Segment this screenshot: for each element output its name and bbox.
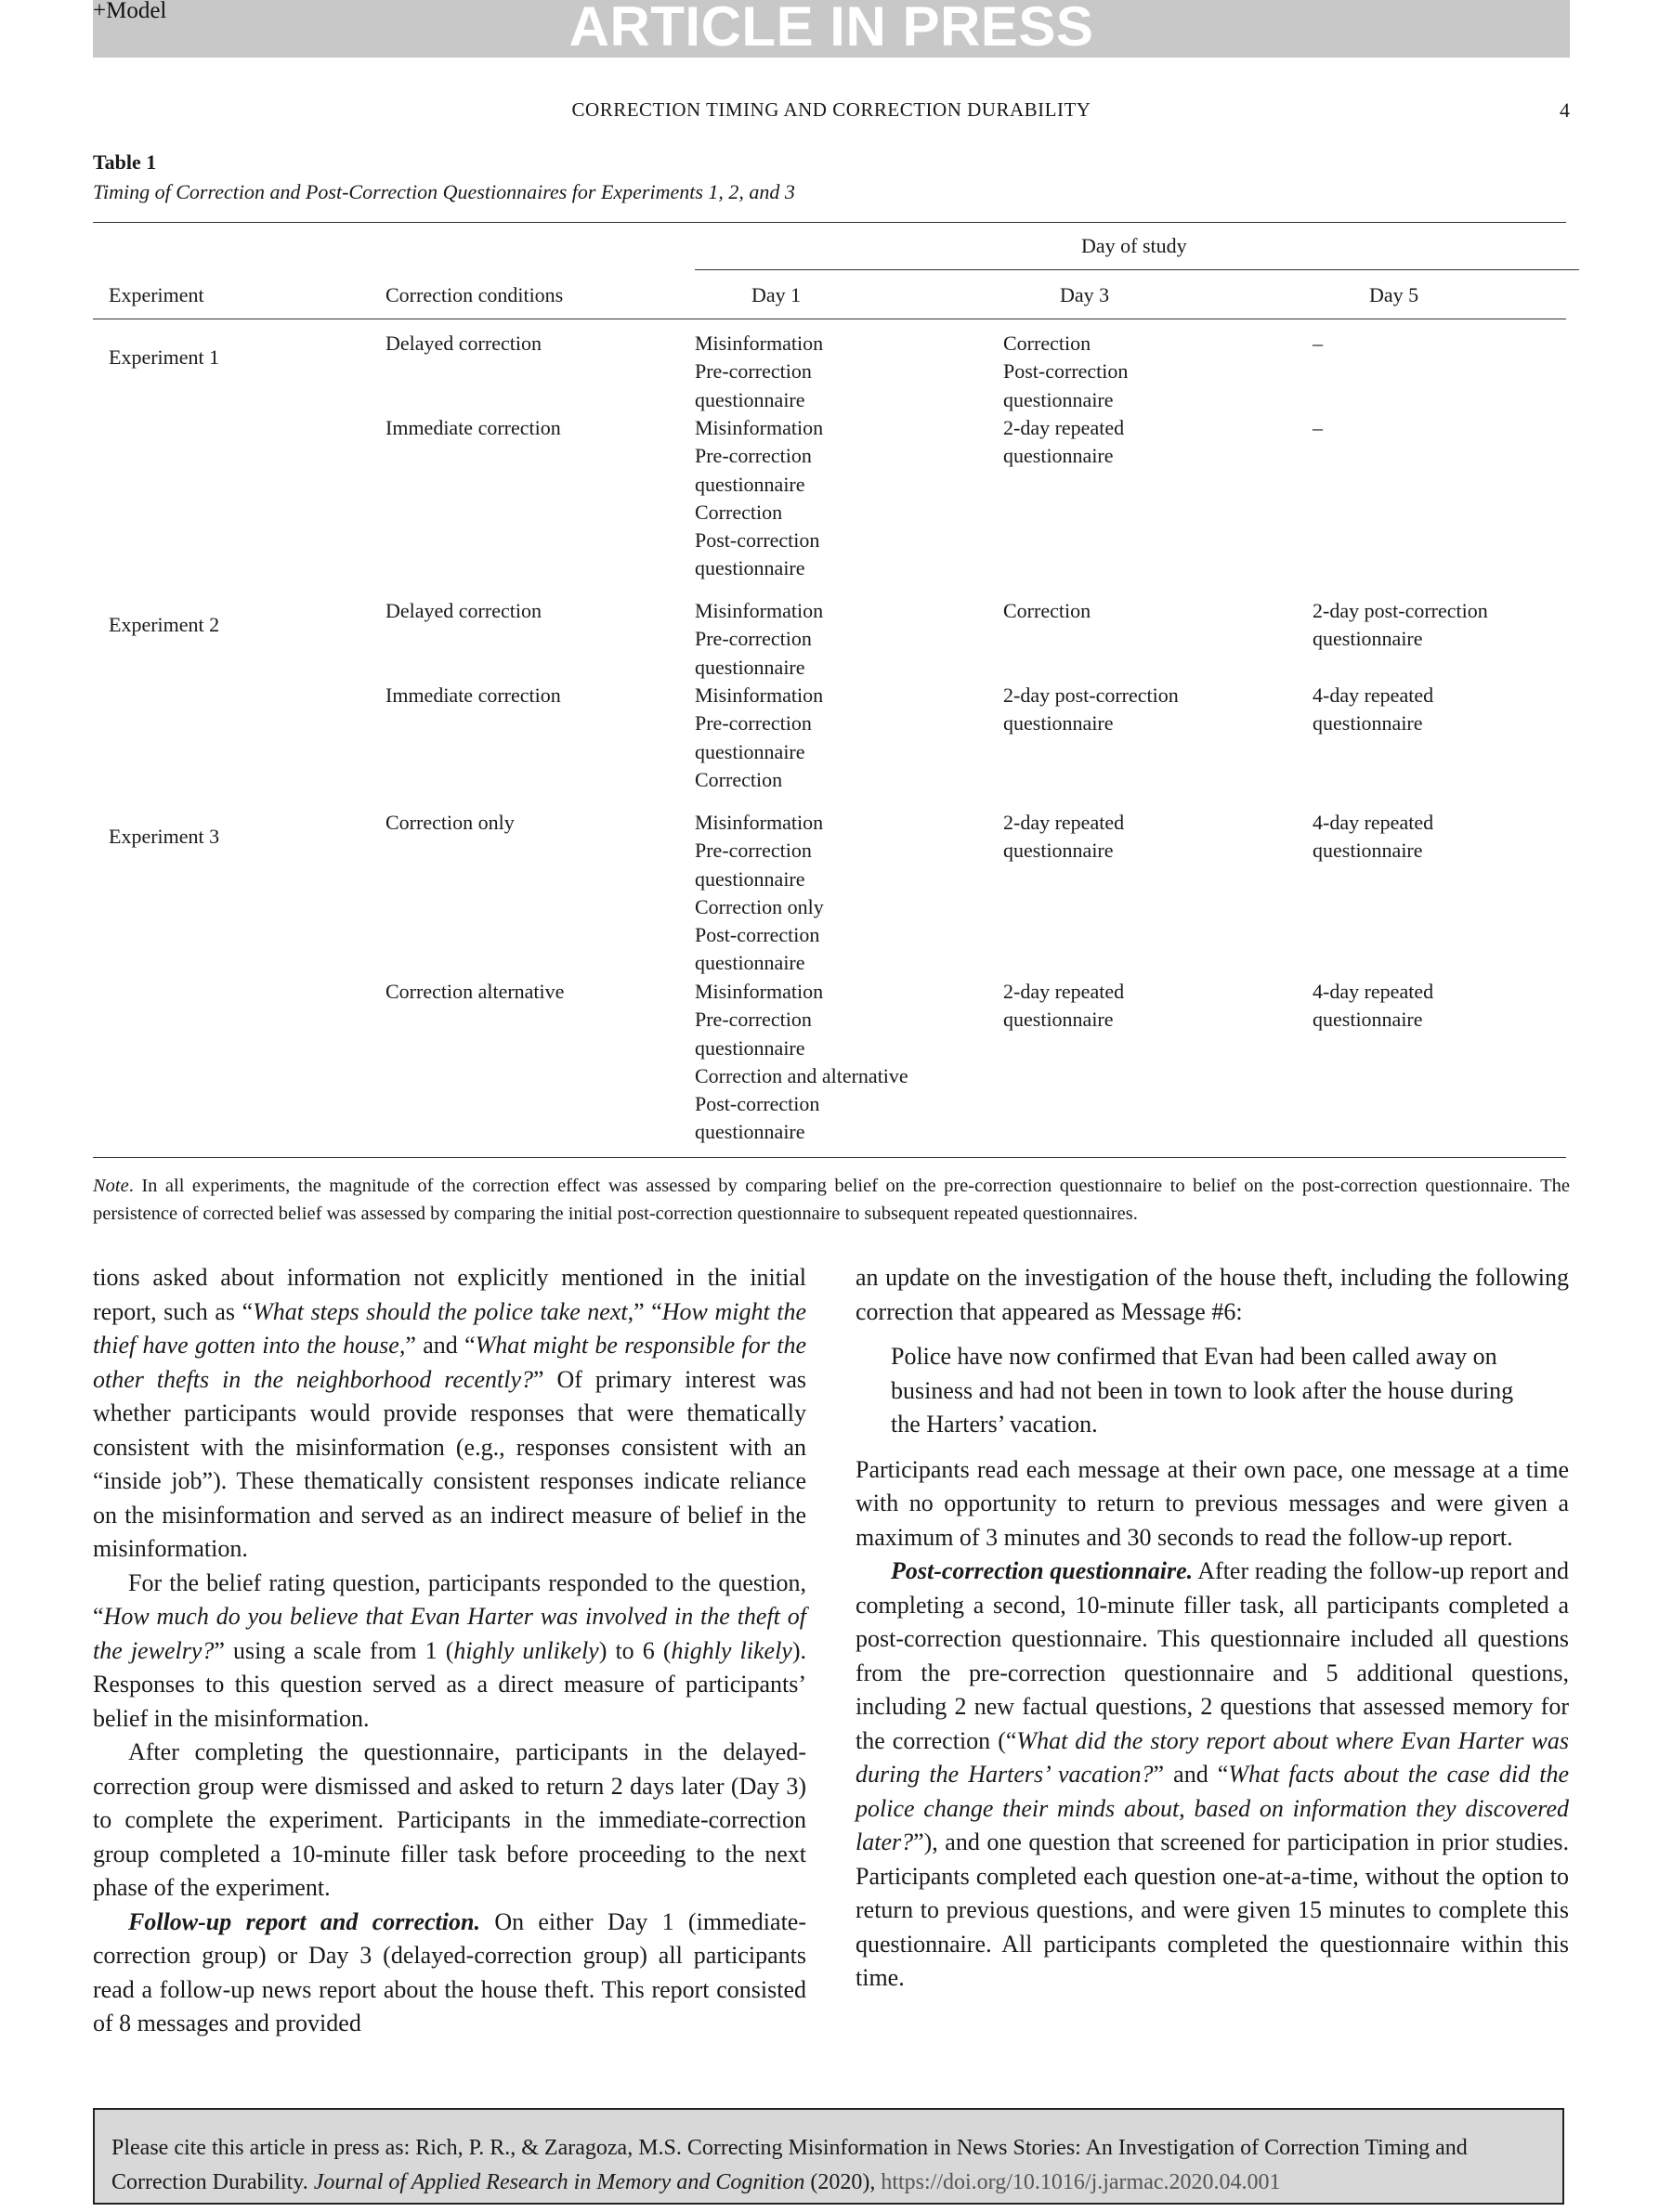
running-head: CORRECTION TIMING AND CORRECTION DURABILITY: [571, 98, 1091, 121]
cell-line: Pre-correction: [695, 1008, 812, 1032]
day5-cell: [1313, 809, 1433, 865]
cell-line: questionnaire: [1313, 1008, 1423, 1032]
experiment-2-label: Experiment 2: [109, 613, 220, 636]
cell-line: 4-day repeated: [1313, 811, 1434, 834]
cell-line: Post-correction: [695, 528, 820, 553]
block-quote: Police have now confirmed that Evan had been called away on business and had not been in town to look after the house during the Harters’ vacation.: [891, 1343, 1514, 1438]
day1-cell: [695, 597, 823, 682]
spanner-rule: [695, 269, 1579, 270]
cell-line: 2-day post-correction: [1003, 683, 1179, 707]
cell-line: questionnaire: [1313, 711, 1423, 735]
cell-line: Correction: [1003, 332, 1091, 355]
cell-line: Pre-correction: [695, 839, 812, 863]
cell-line: questionnaire: [1003, 711, 1114, 735]
cell-line: Pre-correction: [695, 627, 812, 651]
table-bottom-rule: [93, 1157, 1566, 1158]
article-in-press-banner: [93, 0, 1570, 58]
day5-cell: –: [1313, 332, 1323, 355]
day1-cell: [695, 978, 908, 1147]
cell-line: questionnaire: [1313, 839, 1423, 863]
day3-cell: [1003, 414, 1124, 471]
citation-text: Please cite this article in press as: Rich, P. R., & Zaragoza, M.S. Correcting Misinformation in News Stories: An Investigation of Correction Timing and Correction Durability.: [111, 2136, 1468, 2194]
cell-line: Misinformation: [695, 332, 824, 355]
day3-cell: [1003, 682, 1179, 738]
section-heading: Post-correction questionnaire.: [891, 1557, 1194, 1584]
cell-line: questionnaire: [695, 739, 805, 763]
cell-line: Correction and alternative: [695, 1063, 908, 1087]
cell-line: questionnaire: [695, 1120, 805, 1144]
cell-line: 2-day repeated: [1003, 811, 1125, 834]
header-day-3: Day 3: [1060, 283, 1110, 306]
condition-cell: Delayed correction: [385, 599, 542, 622]
banner-title: ARTICLE IN PRESS: [568, 0, 1094, 58]
cell-line: Post-correction: [695, 923, 820, 947]
cell-line: questionnaire: [1313, 627, 1423, 651]
note-text: . In all experiments, the magnitude of the correction effect was assessed by comparing belief on the pre-correction questionnaire to belief on the post-correction questionnaire. The persistence of corrected belief was assessed by comparing the initial post-correction questionnaire to subsequent repeated questionnaires.: [93, 1176, 1570, 1224]
experiment-1-label: Experiment 1: [109, 345, 220, 369]
cell-line: questionnaire: [695, 1035, 805, 1060]
cell-line: 2-day post-correction: [1313, 599, 1488, 622]
header-day-1: Day 1: [751, 283, 802, 306]
cell-line: Correction: [695, 500, 783, 524]
cell-line: questionnaire: [695, 866, 805, 891]
condition-cell: Immediate correction: [385, 416, 561, 439]
condition-cell: Correction only: [385, 811, 515, 834]
cell-line: Correction: [695, 767, 783, 791]
day1-cell: [695, 330, 823, 414]
cell-line: Misinformation: [695, 599, 824, 622]
day1-cell: [695, 809, 824, 978]
day5-cell: [1313, 682, 1433, 738]
cell-line: Misinformation: [695, 980, 824, 1003]
cell-line: questionnaire: [695, 655, 805, 679]
cell-line: Pre-correction: [695, 711, 812, 735]
cell-line: 4-day repeated: [1313, 683, 1434, 707]
day3-cell: Correction: [1003, 599, 1091, 622]
experiment-3-label: Experiment 3: [109, 825, 220, 848]
cell-line: 2-day repeated: [1003, 416, 1125, 439]
cell-line: Correction only: [695, 894, 824, 918]
paragraph: Follow-up report and correction. On either Day 1 (immediate-correction group) or Day 3 (delayed-correction group) all participants read a follow-up news report about the house theft. This report consisted of 8 messages and provided: [93, 1907, 806, 2036]
paragraph: After completing the questionnaire, participants in the delayed-correction group were dismissed and asked to return 2 days later (Day 3) to complete the experiment. Participants in the immediate-correction group completed a 10-minute filler task before proceeding to the next phase of the experiment.: [93, 1738, 806, 1901]
paragraph: Participants read each message at their own pace, one message at a time with no opportunity to return to previous messages and were given a maximum of 3 minutes and 30 seconds to read the follow-up report.: [856, 1455, 1569, 1551]
paragraph: For the belief rating question, participants responded to the question, “How much do you believe that Evan Harter was involved in the theft of the jewelry?” using a scale from 1 (highly unlikely) to 6 (highly likely). Responses to this question served as a direct measure of participants’ belief in the misinformation.: [93, 1568, 807, 1732]
cell-line: questionnaire: [1003, 387, 1114, 411]
day-of-study-spanner: Day of study: [1081, 234, 1187, 257]
citation-box: Please cite this article in press as: Rich, P. R., & Zaragoza, M.S. Correcting Misinformation in News Stories: An Investigation of Correction Timing and Correction Durability. Journal of Applied Research in Memory and Cognition (2020), https://doi.org/10.1016/j.jarmac.2020.04.001: [93, 2108, 1564, 2205]
cell-line: 2-day repeated: [1003, 980, 1125, 1003]
condition-cell: Correction alternative: [385, 980, 565, 1003]
condition-cell: Immediate correction: [385, 683, 561, 707]
doi-link[interactable]: https://doi.org/10.1016/j.jarmac.2020.04.001: [881, 2170, 1281, 2194]
table-label: Table 1: [93, 150, 157, 174]
model-label: +Model: [93, 0, 167, 23]
day3-cell: [1003, 809, 1124, 865]
cell-line: Misinformation: [695, 416, 824, 439]
journal-name: Journal of Applied Research in Memory and Cognition: [313, 2170, 805, 2194]
day5-cell: [1313, 978, 1433, 1034]
table-note: [93, 1172, 1570, 1228]
note-label: Note: [93, 1176, 129, 1196]
left-column: [93, 1261, 806, 2041]
cell-line: 4-day repeated: [1313, 980, 1434, 1003]
day5-cell: –: [1313, 416, 1323, 439]
page-number: 4: [1560, 98, 1570, 122]
cell-line: questionnaire: [695, 556, 805, 580]
paragraph: an update on the investigation of the house theft, including the following correction that appeared as Message #6:: [856, 1264, 1569, 1325]
cell-line: Pre-correction: [695, 444, 812, 468]
day1-cell: [695, 414, 823, 583]
cell-line: questionnaire: [1003, 839, 1114, 863]
right-column: [856, 1261, 1569, 1996]
section-heading: Follow-up report and correction.: [128, 1907, 480, 1935]
cell-line: Post-correction: [695, 1092, 820, 1116]
cell-line: Misinformation: [695, 683, 824, 707]
table-caption: Timing of Correction and Post-Correction Questionnaires for Experiments 1, 2, and 3: [93, 180, 795, 203]
cell-line: questionnaire: [695, 472, 805, 496]
header-experiment: Experiment: [109, 283, 204, 306]
cell-line: questionnaire: [695, 387, 805, 411]
table-top-rule: [93, 222, 1566, 223]
day3-cell: [1003, 978, 1124, 1034]
header-correction-conditions: Correction conditions: [385, 283, 564, 306]
paragraph: tions asked about information not explicitly mentioned in the initial report, such as “What steps should the police take next,” “How might the thief have gotten into the house,” and “What might be responsible for the other thefts in the neighborhood recently?” Of primary interest was whether participants would provide responses that were thematically consistent with the misinformation (e.g., responses consistent with an “inside job”). These thematically consistent responses indicate reliance on the misinformation and served as an indirect measure of belief in the misinformation.: [93, 1264, 807, 1562]
day1-cell: [695, 682, 823, 794]
day5-cell: [1313, 597, 1488, 654]
cell-line: Pre-correction: [695, 359, 812, 384]
cell-line: questionnaire: [1003, 444, 1114, 468]
condition-cell: Delayed correction: [385, 332, 542, 355]
day3-cell: [1003, 330, 1128, 414]
paragraph: Post-correction questionnaire. After reading the follow-up report and completing a second, 10-minute filler task, all participants completed a post-correction questionnaire. This questionnaire included all questions from the pre-correction questionnaire and 5 additional questions, including 2 new factual questions, 2 questions that assessed memory for the correction (“What did the story report about where Evan Harter was during the Harters’ vacation?” and “What facts about the case did the police change their minds about, based on information they discovered later?”), and one question that screened for participation in prior studies. Participants completed each question one-at-a-time, without the option to return to previous questions, and were given 15 minutes to complete this questionnaire. All participants completed the questionnaire within this time.: [856, 1557, 1569, 1991]
cell-line: questionnaire: [695, 951, 805, 975]
cell-line: Misinformation: [695, 811, 824, 834]
header-day-5: Day 5: [1369, 283, 1419, 306]
cell-line: questionnaire: [1003, 1008, 1114, 1032]
cell-line: Post-correction: [1003, 359, 1129, 384]
